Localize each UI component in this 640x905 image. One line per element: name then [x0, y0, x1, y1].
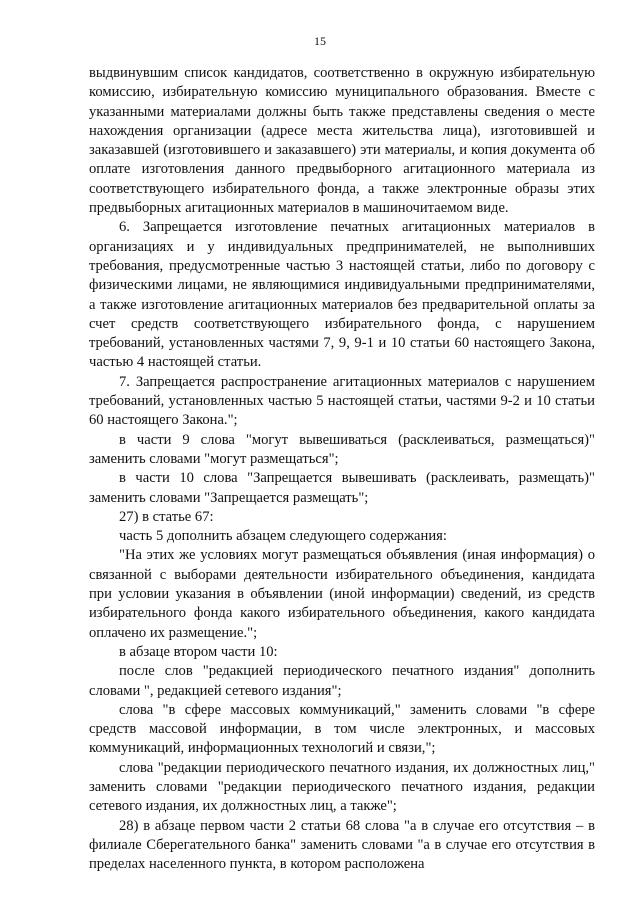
paragraph: часть 5 дополнить абзацем следующего содержания:: [119, 528, 447, 545]
paragraph: слова "в сфере массовых коммуникаций," заменить словами "в сфере средств массовой информации, в том числе электронных, и массовых коммуникаций, информационных технологий и связи,";: [89, 701, 595, 757]
paragraph: после слов "редакцией периодического печатного издания" дополнить словами ", редакцией сетевого издания";: [89, 663, 595, 699]
paragraph: выдвинувшим список кандидатов, соответственно в окружную избирательную комиссию, избирательную комиссию муниципального образования. Вместе с указанными материалами должны быть также представлены сведения о месте нахождения организации (адресе места жительства лица), изготовившей и заказавшей (изготовившего и заказавшего) эти материалы, и копия документа об оплате изготовления данного предвыборного агитационного материала из соответствующего избирательного фонда, а также электронные образы этих предвыборных агитационных материалов в машиночитаемом виде.: [89, 65, 595, 217]
paragraph: "На этих же условиях могут размещаться объявления (иная информация) о связанной с выборами деятельности избирательного объединения, кандидата при условии указания в объявлении (иной информации) сведений, из средств избирательного фонда какого избирательного объединения, какого кандидата оплачено их размещение.";: [89, 547, 595, 641]
paragraph: слова "редакции периодического печатного издания, их должностных лиц," заменить словами "редакции периодического печатного издания, редакции сетевого издания, их должностных лиц, а также";: [89, 759, 595, 815]
paragraph: 28) в абзаце первом части 2 статьи 68 слова "а в случае его отсутствия – в филиале Сберегательного банка" заменить словами "а в случае его отсутствия в пределах населенного пункта, в котором расположена: [89, 817, 595, 873]
paragraph: 6. Запрещается изготовление печатных агитационных материалов в организациях и у индивидуальных предпринимателей, не выполнивших требования, предусмотренные частью 3 настоящей статьи, либо по договору с физическими лицами, не являющимися индивидуальными предпринимателями, а также изготовление агитационных материалов без предварительной оплаты за счет средств соответствующего избирательного фонда, с нарушением требований, установленных частями 7, 9, 9-1 и 10 статьи 60 настоящего Закона, частью 4 настоящей статьи.: [89, 219, 595, 371]
paragraph: в абзаце втором части 10:: [119, 643, 278, 660]
paragraph: в части 9 слова "могут вывешиваться (расклеиваться, размещаться)" заменить словами "могут размещаться";: [89, 431, 595, 467]
paragraph: в части 10 слова "Запрещается вывешивать (расклеивать, размещать)" заменить словами "Запрещается размещать";: [89, 470, 595, 506]
paragraph: 27) в статье 67:: [119, 508, 214, 525]
page-number: 15: [314, 34, 326, 48]
paragraph: 7. Запрещается распространение агитационных материалов с нарушением требований, установленных частью 5 настоящей статьи, частями 9-2 и 10 статьи 60 настоящего Закона.";: [89, 373, 595, 429]
document-body: [89, 64, 595, 874]
